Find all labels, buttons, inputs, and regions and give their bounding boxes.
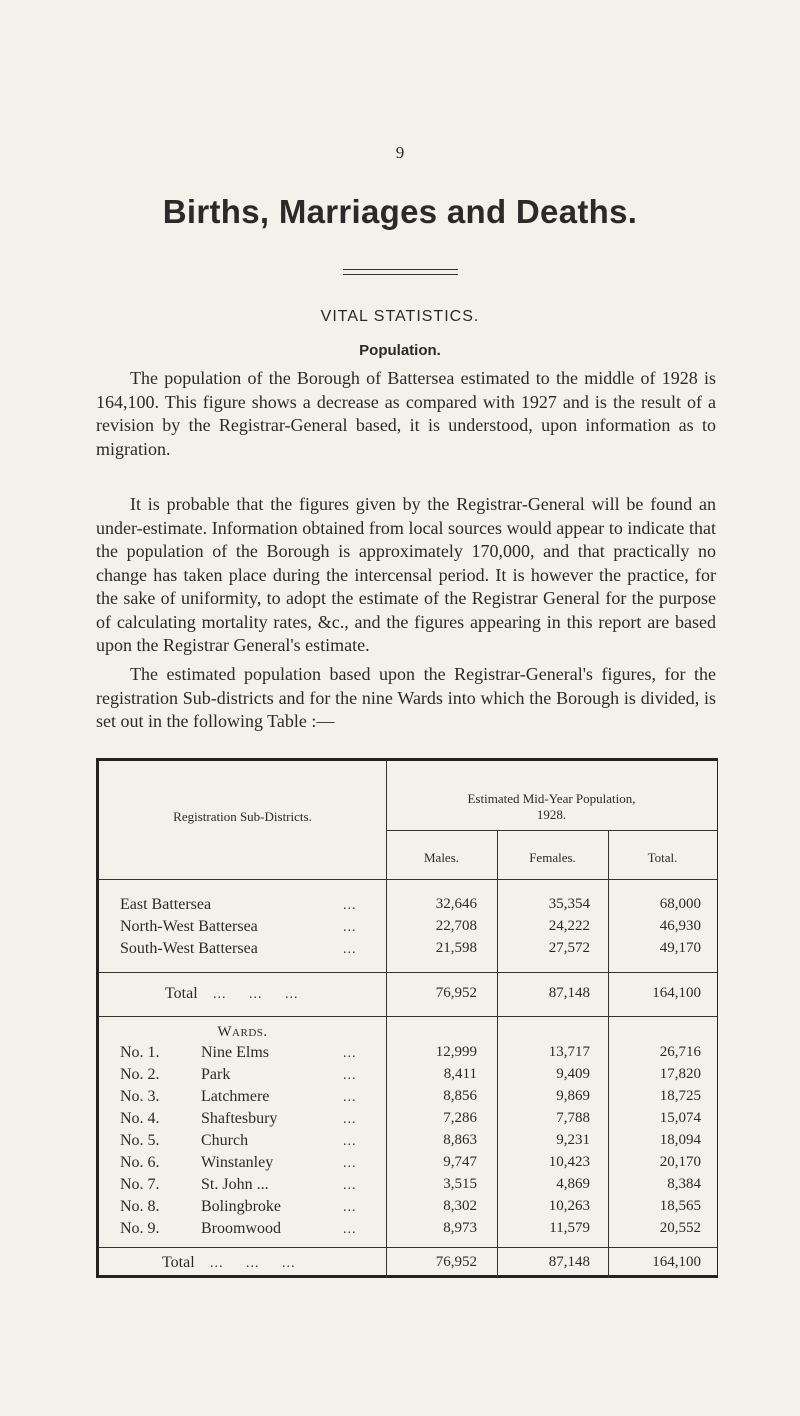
ward-number: No. 8.	[120, 1198, 160, 1215]
district-total: 49,170	[659, 940, 701, 956]
leader-dots: ...	[343, 898, 357, 913]
district-total-females: 87,148	[548, 985, 590, 1001]
ward-total: 20,170	[659, 1154, 701, 1170]
district-total: 46,930	[659, 918, 701, 934]
header-males: Males.	[423, 850, 460, 865]
ward-females: 9,869	[556, 1088, 590, 1104]
ward-total-label: Total	[162, 1254, 195, 1271]
ward-females: 13,717	[548, 1044, 590, 1060]
table-divider	[99, 1247, 717, 1248]
district-name: North-West Battersea	[120, 918, 258, 935]
header-estimated-population: Estimated Mid-Year Population,	[467, 791, 636, 806]
page-title: Births, Marriages and Deaths.	[162, 193, 638, 230]
leader-dots: ...	[343, 1156, 357, 1171]
leader-dots: ... ... ...	[210, 1256, 296, 1271]
ward-name: Latchmere	[201, 1088, 270, 1105]
ward-total: 18,725	[659, 1088, 701, 1104]
ward-total-females: 87,148	[548, 1254, 590, 1270]
section-heading: VITAL STATISTICS.	[320, 308, 480, 325]
ward-females: 10,263	[548, 1198, 590, 1214]
leader-dots: ...	[343, 1068, 357, 1083]
ward-females: 7,788	[556, 1110, 590, 1126]
paragraph-under-estimate: It is probable that the figures given by the Registrar-General will be found an under-estimate. Information obtained from local sources would appear to indicate that the population of the Borough is approximately 170,000, and that practically no change has taken place during the intercensal period. It is however the practice, for the sake of uniformity, to adopt the estimate of the Registrar General for the purpose of calculating mortality rates, &c., and the figures appearing in this report are based upon the Registrar General's estimate.	[96, 494, 716, 655]
ward-males: 8,302	[443, 1198, 477, 1214]
ward-males: 3,515	[443, 1176, 477, 1192]
ward-females: 9,409	[556, 1066, 590, 1082]
district-females: 24,222	[548, 918, 590, 934]
district-total: 68,000	[659, 896, 701, 912]
ward-number: No. 9.	[120, 1220, 160, 1237]
ward-name: Broomwood	[201, 1220, 281, 1237]
table-divider	[99, 1016, 717, 1017]
district-name: South-West Battersea	[120, 940, 258, 957]
ward-females: 4,869	[556, 1176, 590, 1192]
ward-total: 18,094	[659, 1132, 701, 1148]
ward-females: 11,579	[549, 1220, 590, 1236]
district-total-males: 76,952	[435, 985, 477, 1001]
district-males: 21,598	[435, 940, 477, 956]
ward-total: 15,074	[659, 1110, 701, 1126]
ward-total-total: 164,100	[652, 1254, 701, 1270]
ward-males: 7,286	[443, 1110, 477, 1126]
header-year: 1928.	[536, 807, 567, 822]
paragraph-table-intro: The estimated population based upon the Registrar-General's figures, for the registration Sub-districts and for the nine Wards into which the Borough is divided, is set out in the following Table :—	[96, 664, 716, 731]
district-females: 27,572	[548, 940, 590, 956]
ward-name: Bolingbroke	[201, 1198, 281, 1215]
table-divider	[99, 879, 717, 880]
ward-females: 9,231	[556, 1132, 590, 1148]
leader-dots: ... ... ...	[213, 987, 299, 1002]
ward-total: 17,820	[659, 1066, 701, 1082]
leader-dots: ...	[343, 920, 357, 935]
ward-name: St. John ...	[201, 1176, 269, 1193]
ward-males: 9,747	[443, 1154, 477, 1170]
sub-heading: Population.	[359, 342, 441, 359]
header-districts: Registration Sub-Districts.	[173, 809, 312, 824]
district-females: 35,354	[548, 896, 590, 912]
ward-number: No. 2.	[120, 1066, 160, 1083]
ward-name: Shaftesbury	[201, 1110, 278, 1127]
ward-males: 8,973	[443, 1220, 477, 1236]
ward-males: 12,999	[435, 1044, 477, 1060]
district-males: 32,646	[435, 896, 477, 912]
header-total: Total.	[647, 850, 678, 865]
population-table	[96, 758, 718, 1278]
ward-total-males: 76,952	[435, 1254, 477, 1270]
ward-total: 20,552	[659, 1220, 701, 1236]
ward-name: Church	[201, 1132, 249, 1149]
paragraph-population-estimate: The population of the Borough of Battersea estimated to the middle of 1928 is 164,100. This figure shows a decrease as compared with 1927 and is the result of a revision by the Registrar-General based, it is understood, upon information as to migration.	[96, 368, 716, 459]
ward-total: 26,716	[659, 1044, 701, 1060]
leader-dots: ...	[343, 1046, 357, 1061]
ward-number: No. 7.	[120, 1176, 160, 1193]
district-total-label: Total	[165, 985, 198, 1002]
ward-number: No. 5.	[120, 1132, 160, 1149]
leader-dots: ...	[343, 1090, 357, 1105]
ward-number: No. 4.	[120, 1110, 160, 1127]
ward-males: 8,411	[443, 1066, 477, 1082]
ward-name: Nine Elms	[201, 1044, 269, 1061]
ward-males: 8,863	[443, 1132, 477, 1148]
district-total-total: 164,100	[652, 985, 701, 1001]
leader-dots: ...	[343, 1112, 357, 1127]
district-name: East Battersea	[120, 896, 212, 913]
ward-total: 8,384	[667, 1176, 701, 1192]
ward-number: No. 3.	[120, 1088, 160, 1105]
ward-name: Park	[201, 1066, 231, 1083]
header-females: Females.	[529, 850, 576, 865]
wards-heading: Wards.	[217, 1024, 268, 1040]
title-divider-top	[343, 269, 458, 270]
leader-dots: ...	[343, 1178, 357, 1193]
table-divider	[99, 972, 717, 973]
ward-females: 10,423	[548, 1154, 590, 1170]
ward-number: No. 1.	[120, 1044, 160, 1061]
ward-males: 8,856	[443, 1088, 477, 1104]
leader-dots: ...	[343, 1134, 357, 1149]
leader-dots: ...	[343, 942, 357, 957]
table-divider	[386, 830, 717, 831]
leader-dots: ...	[343, 1200, 357, 1215]
page-number: 9	[395, 143, 405, 162]
district-males: 22,708	[435, 918, 477, 934]
ward-number: No. 6.	[120, 1154, 160, 1171]
leader-dots: ...	[343, 1222, 357, 1237]
ward-name: Winstanley	[201, 1154, 274, 1171]
title-divider-bottom	[343, 274, 458, 275]
ward-total: 18,565	[659, 1198, 701, 1214]
